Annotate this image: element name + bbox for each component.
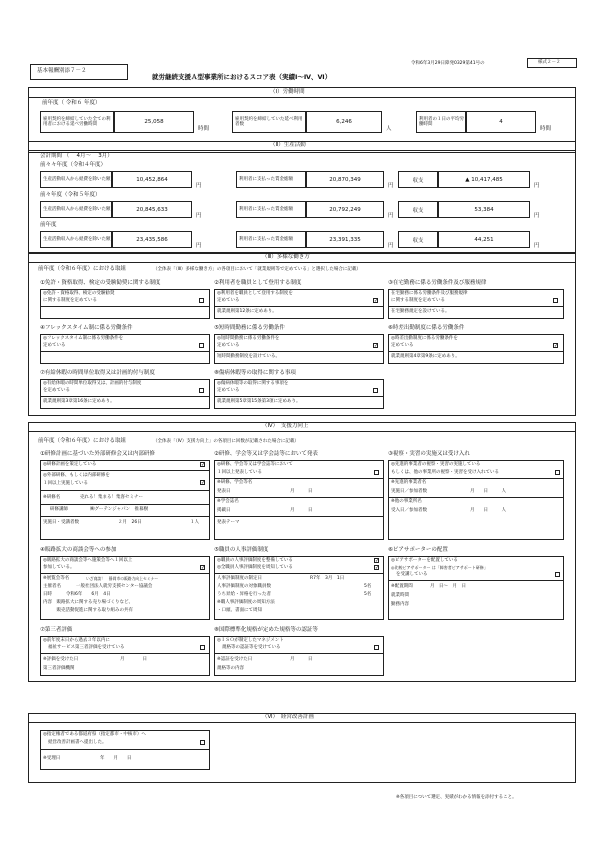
b8-l1: ◎ＩＳＯが制定したマネジメント — [217, 638, 284, 643]
s3-item-checkbox[interactable] — [553, 298, 558, 303]
b7-l3k: ※評価を受けた日 — [43, 657, 79, 662]
b1-l6k: 実施日・受講者数 — [43, 520, 79, 525]
b4-l4v: 一般社団法人就労支援センター協議会 — [76, 584, 153, 589]
b2-l1: ◎研修、学会等又は学会誌等において — [217, 462, 293, 467]
b7-heading: ⑦第三者評価 — [40, 627, 73, 633]
s3-item-heading: ②利用者を職員として登用する制度 — [214, 280, 302, 286]
b8-l4: 規格等の内容 — [217, 666, 244, 671]
style-tag-box — [527, 58, 577, 68]
s2-period: 会計期間 （ 4月～ 3月） — [40, 153, 113, 159]
s3-item-line-b: 定めている — [217, 298, 240, 303]
s1-value2: 6,246 — [306, 111, 382, 133]
b1-check2[interactable]: ✓ — [201, 480, 206, 486]
section-1-title: （Ⅰ）労働時間 — [270, 89, 305, 95]
s6-check[interactable] — [200, 740, 205, 745]
page-title: 就労継続支援Ａ型事業所におけるスコア表（実績Ⅰ～Ⅳ、Ⅵ） — [152, 73, 332, 81]
b4-l1: ◎販路拡大の商談会等へ施策会等へ１回以上 — [43, 558, 133, 563]
s3-item-line-b: に関する制度を定めている — [43, 298, 97, 303]
b2-l6k: 掲載日 — [217, 508, 231, 513]
s1-year: 前年度（ 令和６ 年度） — [42, 100, 101, 106]
s3-item-line-b: 定めている — [217, 388, 240, 393]
s2-row2-l2: 利用者に支払った賃金総額 — [236, 201, 306, 218]
s3-item-line-a: ◎有給休暇の時間単位取得又は、計画的付与制度 — [43, 381, 142, 386]
b5-l1: ◎職員の人事評価制度を整備している — [217, 558, 293, 563]
b1-l2: ◎外部研修、もしくは内部研修を — [43, 473, 110, 478]
b2-heading: ②研修、学会等又は学会誌等において発表 — [214, 451, 318, 457]
s2-row2-v1: 20,845,633 — [112, 201, 192, 218]
b4-l2: 参加している。 — [43, 565, 75, 570]
b6-l6: 勤務内容 — [391, 602, 409, 607]
s3-item-checkbox[interactable]: ✓ — [374, 343, 379, 349]
s3-item-line-a: 在宅勤務に係る労働条件及び服務規律 — [391, 291, 468, 296]
b2-check[interactable] — [374, 470, 379, 475]
s2-row3-u3: 円 — [534, 243, 540, 249]
b8-heading: ⑧国際標準化規格が定めた規格等の認証等 — [214, 627, 318, 633]
s2-row2-v3: 53,384 — [438, 201, 530, 218]
s6-l3v: 年 月 日 — [100, 756, 132, 761]
b1-heading: ①研修計画に基づいた外部研修会又は内部研修 — [40, 451, 155, 457]
b7-l3v: 月 日 — [120, 657, 147, 662]
section-2-title: （Ⅱ）生産活動 — [270, 142, 306, 148]
s3-item-checkbox[interactable] — [373, 388, 378, 393]
s2-row3-v1: 23,435,586 — [112, 231, 192, 248]
s2-row1-v2: 20,870,349 — [306, 171, 384, 188]
b1-check1[interactable]: ✓ — [201, 462, 206, 468]
s4-intro-note: （全体表「（Ⅳ）支援力向上」の各項目に回数が記載された場合に記載） — [153, 439, 299, 444]
b5-l4k: 人事評価制度の対象職員数 — [217, 584, 271, 589]
b4-l7: 販売活動促進に関する取り組みの共有 — [43, 608, 133, 613]
s2-row2-l3: 収支 — [398, 201, 438, 218]
b6-l5: 就業時間 — [391, 593, 409, 598]
s1-label1: 雇用契約を締結していた全ての利用者における延べ労働時間 — [40, 111, 114, 133]
b3-l1: ◎先進的事業者の視察・実習の実施している — [391, 462, 481, 467]
b2-l4k: 発表日 — [217, 489, 231, 494]
s2-row1-u1: 円 — [196, 183, 202, 189]
b3-l3: ※先進的事業者名 — [391, 480, 427, 485]
s3-item-checkbox[interactable]: ✓ — [374, 298, 379, 304]
s6-l1: ◎指定権者である都道府県（指定都市・中核市）へ — [43, 732, 146, 737]
b4-l3v: いざ商談！ 静岡市の販路力向上セミナー — [86, 576, 159, 581]
s3-item-heading: ①免許・資格取得、検定の受験勧奨に関する制度 — [40, 280, 161, 286]
s2-row1-u2: 円 — [388, 183, 394, 189]
s2-row1-l3: 収支 — [398, 171, 438, 188]
s2-row1-l1: 生産活動収入から経費を除いた額 — [40, 171, 112, 188]
b8-check[interactable] — [374, 645, 379, 650]
section-6-title: （Ⅵ） 経営改善計画 — [262, 714, 314, 720]
b6-l4k: ※配置期間 — [391, 584, 413, 589]
b1-l4k: ※研修名 — [43, 495, 61, 500]
s3-item-line-b: 定めている — [217, 343, 240, 348]
s1-unit3: 時間 — [540, 126, 552, 132]
s2-row1-v1: 10,452,864 — [112, 171, 192, 188]
b4-l5v: 令和6年 6月 4日 — [66, 592, 111, 597]
s3-item-heading: ③在宅勤務に係る労働条件及び服務規律 — [388, 280, 487, 286]
form-tag: 基本報酬別添７－２ — [37, 68, 87, 74]
s2-row2-year: 前々年度（令和５年度） — [40, 192, 101, 198]
b4-l6: 内容 販路拡大に関する売り場づくりなど、 — [43, 600, 133, 605]
s1-value3: 4 — [466, 111, 536, 133]
s1-label2: 雇用契約を締結していた延べ利用者数 — [232, 111, 306, 133]
b2-l7: 発表テーマ — [217, 520, 240, 525]
b6-check[interactable] — [555, 572, 560, 577]
s3-item-checkbox[interactable]: ✓ — [554, 343, 559, 349]
s1-value1: 25,058 — [114, 111, 194, 133]
s2-row2-u3: 円 — [534, 213, 540, 219]
b6-l1: ◎ピアサポーターを配置している — [391, 558, 458, 563]
b7-l4: 第三者評価機関 — [43, 666, 75, 671]
s3-item-line-c: 就業規則第4章第9条に定めあり。 — [391, 354, 460, 359]
s1-unit2: 人 — [386, 126, 392, 132]
b1-l3: １回以上実施している — [43, 481, 88, 486]
form-tag-box — [30, 64, 128, 80]
b5-l7: ・口頭、書面にて周知 — [217, 608, 262, 613]
b3-l4k: 実施日／参加者数 — [391, 489, 427, 494]
s2-row3-v2: 23,391,335 — [306, 231, 384, 248]
s3-item-line-a: ◎短時間勤務に係る労働条件を — [217, 336, 280, 341]
b7-l1: ◎前年度末日から過去３年以内に — [43, 638, 110, 643]
s3-item-checkbox[interactable] — [199, 298, 204, 303]
s2-row1-u3: 円 — [534, 183, 540, 189]
s2-row2-v2: 20,792,249 — [306, 201, 384, 218]
b8-l3v: 月 日 — [290, 657, 313, 662]
s1-unit1: 時間 — [198, 126, 210, 132]
s2-row1-year: 前々々年度（令和４年度） — [40, 162, 107, 168]
b2-l6v: 月 日 — [290, 508, 313, 513]
s2-row2-l1: 生産活動収入から経費を除いた額 — [40, 201, 112, 218]
b1-l5k: 研修講師 — [50, 507, 68, 512]
s3-item-line-b: 定めている — [43, 343, 66, 348]
s3-item-heading: ⑧傷病休暇等の取得に関する事項 — [214, 370, 296, 376]
b3-l5: ※他の事業所名 — [391, 499, 422, 504]
b6-heading: ⑥ピアサポーターの配置 — [388, 547, 448, 553]
b3-check[interactable] — [555, 470, 560, 475]
s3-item-checkbox[interactable] — [199, 388, 204, 393]
b6-l4v: 月 日～ 月 日 — [430, 584, 466, 589]
s2-row2-u2: 円 — [388, 213, 394, 219]
s3-item-line-a: ◎利用者を職員として登用する制度を — [217, 291, 293, 296]
b7-l2: 福祉サービス第三者評価を受けている — [48, 645, 125, 650]
s1-label3: 利用者の１日の平均労働時間 — [416, 111, 466, 133]
s3-item-heading: ⑥時差出勤制度に係る労働条件 — [388, 325, 465, 331]
s3-item-line-a: ◎傷病休暇等の取得に関する事項を — [217, 381, 289, 386]
b3-l4v: 月 日 人 — [470, 489, 506, 494]
b3-heading: ③視察・実習の実施又は受け入れ — [388, 451, 470, 457]
b5-check1[interactable]: ✓ — [375, 558, 380, 564]
notice-ref: 令和6年3月29日障発0329第41号の — [411, 61, 485, 66]
s3-item-checkbox[interactable] — [199, 343, 204, 348]
b3-l6k: 受入日／参加者数 — [391, 508, 427, 513]
s2-row3-year: 前年度 — [40, 222, 57, 228]
b4-l5k: 日時 — [43, 592, 52, 597]
b5-l2: ◎全職員人事評価制度を周知している — [217, 565, 293, 570]
b5-check2[interactable]: ✓ — [375, 565, 380, 571]
s3-intro-note: （全体表「（Ⅲ）多様な働き方」の各項目において「就業規則等で定めている」と選択した場合に記載） — [153, 267, 361, 272]
b2-l3: ※研修、学会等名 — [217, 480, 253, 485]
b5-heading: ⑤職員の人事評価制度 — [214, 547, 269, 553]
b5-l3v: R7年 3月 1日 — [310, 576, 345, 581]
s3-item-line-a: ◎時差出勤制度に係る労働条件を — [391, 336, 458, 341]
b3-l6v: 月 日 人 — [470, 508, 506, 513]
s2-row3-l2: 利用者に支払った賃金総額 — [236, 231, 306, 248]
s3-item-line-b: 定めている — [391, 343, 414, 348]
b4-l3k: ※展覧会等名 — [43, 576, 70, 581]
b4-l4k: 主催者名 — [43, 584, 61, 589]
b4-check[interactable]: ✓ — [201, 565, 206, 571]
s3-item-line-b: に関する制度を定めている — [391, 298, 445, 303]
s6-l2: 経営改善計画書へ提出した。 — [48, 740, 107, 745]
b5-l4v: 5名 — [364, 584, 372, 589]
s2-row3-u2: 円 — [388, 243, 394, 249]
s2-row1-v3: ▲ 10,417,485 — [438, 171, 530, 188]
s6-l3k: ※受理日 — [43, 756, 61, 761]
s2-row3-v3: 44,251 — [438, 231, 530, 248]
s3-item-line-c: 就業規則第5章第15条第3項に定めあり。 — [217, 399, 301, 404]
s3-item-line-a: ◎免許・資格取得、検定の受験勧奨 — [43, 291, 115, 296]
b7-check[interactable] — [200, 645, 205, 650]
b3-l2: もしくは、他の事業所の視察・実習を受け入れている — [391, 470, 499, 475]
s3-item-heading: ⑦有給休暇の時間単位取得又は計画的付与制度 — [40, 370, 155, 376]
s2-row2-u1: 円 — [196, 213, 202, 219]
s2-row3-l1: 生産活動収入から経費を除いた額 — [40, 231, 112, 248]
b1-l5v: ㈱グーテンジャパン 推募樹 — [90, 507, 149, 512]
s3-intro: 前年度（令和６年度）における取組 — [38, 266, 127, 272]
s3-item-line-c: 就業規則第12条に定めあり。 — [217, 309, 277, 314]
b5-l6: ※職人事評価制度の周知方法 — [217, 600, 275, 605]
s3-item-line-c: 就業規則第3章第16条に定めあり。 — [43, 399, 115, 404]
b1-l1: ◎研修計画を策定している — [43, 462, 97, 467]
b8-l3k: ※認証を受けた日 — [217, 657, 253, 662]
s3-item-line-c: 在宅勤務規定を設けている。 — [391, 309, 450, 314]
s3-item-line-c: 短時間勤務制度を設けている。 — [217, 354, 280, 359]
b1-l4v: 売れる！集まる！集客セミナー — [80, 495, 143, 500]
section-4-title: （Ⅳ） 支援力向上 — [262, 423, 309, 429]
b5-l3k: 人事評価制度の制定日 — [217, 576, 262, 581]
b5-l5k: うち昇給・昇格を行った者 — [217, 592, 271, 597]
b1-l6d: ２月 26日 — [118, 520, 142, 525]
s3-item-line-a: ◎フレックスタイム制に係る労働条件を — [43, 336, 124, 341]
s3-item-heading: ④フレックスタイム制に係る労働条件 — [40, 325, 133, 331]
s2-row1-l2: 利用者に支払った賃金総額 — [236, 171, 306, 188]
s2-row3-u1: 円 — [196, 243, 202, 249]
b4-heading: ④販路拡大の商談会等への参加 — [40, 547, 117, 553]
s4-intro: 前年度（令和６年度）における取組 — [38, 438, 127, 444]
b5-l5v: 5名 — [364, 592, 372, 597]
style-tag: 様式２－２ — [538, 60, 561, 65]
s3-item-line-b: を定めている — [43, 388, 70, 393]
b6-l3: を受講している — [396, 572, 428, 577]
b2-l2: １回以上発表している — [217, 470, 262, 475]
b2-l4v: 月 日 — [290, 489, 313, 494]
b2-l5: ※学会誌名 — [217, 499, 239, 504]
footer-note: ※各項目について選定、実績がわかる情報を添付すること。 — [396, 795, 517, 800]
b8-l2: 規格等の認証等を受けている — [222, 645, 281, 650]
b6-l2: ◎比較ピアサポーター は「障害者ピアサポート研修」 — [391, 565, 488, 570]
section-3-title: （Ⅲ）多様な働き方 — [262, 254, 310, 260]
s3-item-heading: ⑤短時間勤務に係る労働条件 — [214, 325, 285, 331]
b1-l6n: １人 — [190, 520, 199, 525]
s2-row3-l3: 収支 — [398, 231, 438, 248]
